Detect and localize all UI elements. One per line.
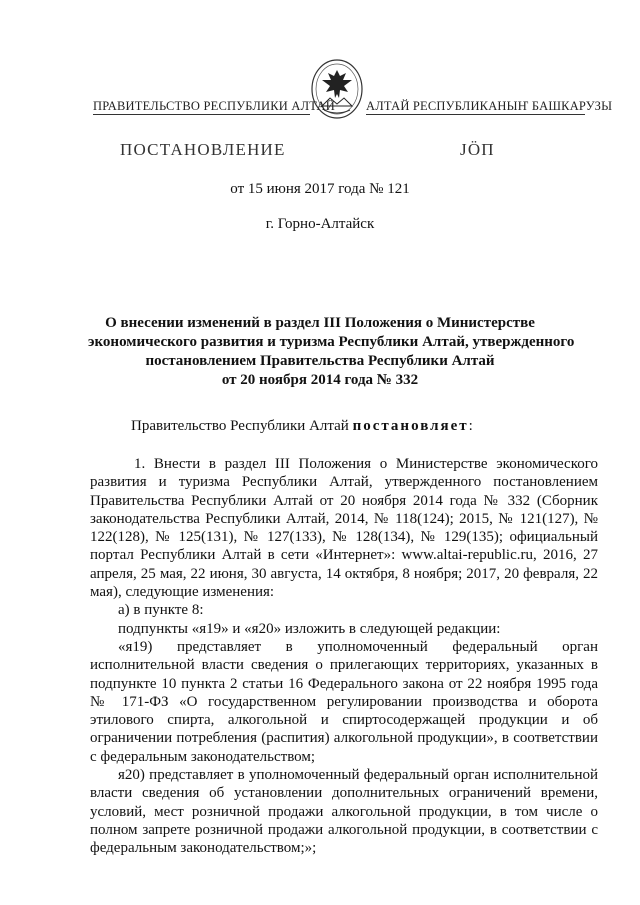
title-line: постановлением Правительства Республики Алтай bbox=[145, 353, 495, 369]
document-date: от 15 июня 2017 года № 121 bbox=[230, 181, 410, 197]
document-body bbox=[90, 455, 598, 858]
preamble-verb: постановляет bbox=[352, 418, 469, 434]
header-divider-left bbox=[93, 114, 310, 115]
preamble-subject: Правительство Республики Алтай bbox=[131, 418, 353, 434]
paragraph-subitem-a: а) в пункте 8: bbox=[118, 602, 204, 619]
preamble-colon: : bbox=[468, 418, 473, 434]
org-name-altai: АЛТАЙ РЕСПУБЛИКАНЫҤ БАШКАРУЗЫ bbox=[366, 99, 613, 113]
doc-type-altai: JӦП bbox=[460, 140, 495, 159]
header-divider-right bbox=[366, 114, 585, 115]
title-line: от 20 ноября 2014 года № 332 bbox=[221, 372, 419, 388]
org-name-russian: ПРАВИТЕЛЬСТВО РЕСПУБЛИКИ АЛТАЙ bbox=[93, 99, 335, 113]
title-line: О внесении изменений в раздел III Положения о Министерстве bbox=[105, 315, 535, 331]
paragraph-ya20: я20) представляет в уполномоченный федеральный орган исполнительной власти сведения об установлении дополнительных ограничений времени, условий, мест розничной продажи алкогольной продукции, в том числе о полном запрете розничной продажи алкогольной продукции, в соответствии с федеральным законодательством;»; bbox=[90, 767, 598, 857]
title-line: экономического развития и туризма Республики Алтай, утвержденного bbox=[88, 334, 575, 350]
paragraph-ya19: «я19) представляет в уполномоченный федеральный орган исполнительной власти сведения о прилегающих территориях, указанных в подпункте 10 пункта 2 статьи 16 Федерального закона от 22 ноября 1995 года № 171-ФЗ «О государственном регулировании производства и оборота этилового спирта, алкогольной и спиртосодержащей продукции и об ограничении потребления (распития) алкогольной продукции», в соответствии с федеральным законодательством; bbox=[90, 638, 598, 765]
preamble bbox=[131, 418, 473, 435]
document-title bbox=[88, 314, 575, 390]
paragraph-item-1: 1. Внести в раздел III Положения о Министерстве экономического развития и туризма Республики Алтай, утвержденного постановлением Правительства Республики Алтай от 20 ноября 2014 года № 332 (Сборник законодательства Республики Алтай, 2014, № 118(124); 2015, № 121(127), № 122(128), № 125(131), № 127(133), № 128(134), № 129(135); официальный портал Республики Алтай в сети «Интернет»: www.altai-republic.ru, 2016, 27 апреля, 25 мая, 22 июня, 30 августа, 14 октября, 8 ноября; 2017, 20 февраля, 22 мая), следующие изменения: bbox=[90, 456, 598, 601]
doc-type-russian: ПОСТАНОВЛЕНИЕ bbox=[120, 140, 286, 159]
paragraph-subitems-intro: подпункты «я19» и «я20» изложить в следующей редакции: bbox=[118, 620, 501, 637]
document-city: г. Горно-Алтайск bbox=[265, 216, 375, 232]
